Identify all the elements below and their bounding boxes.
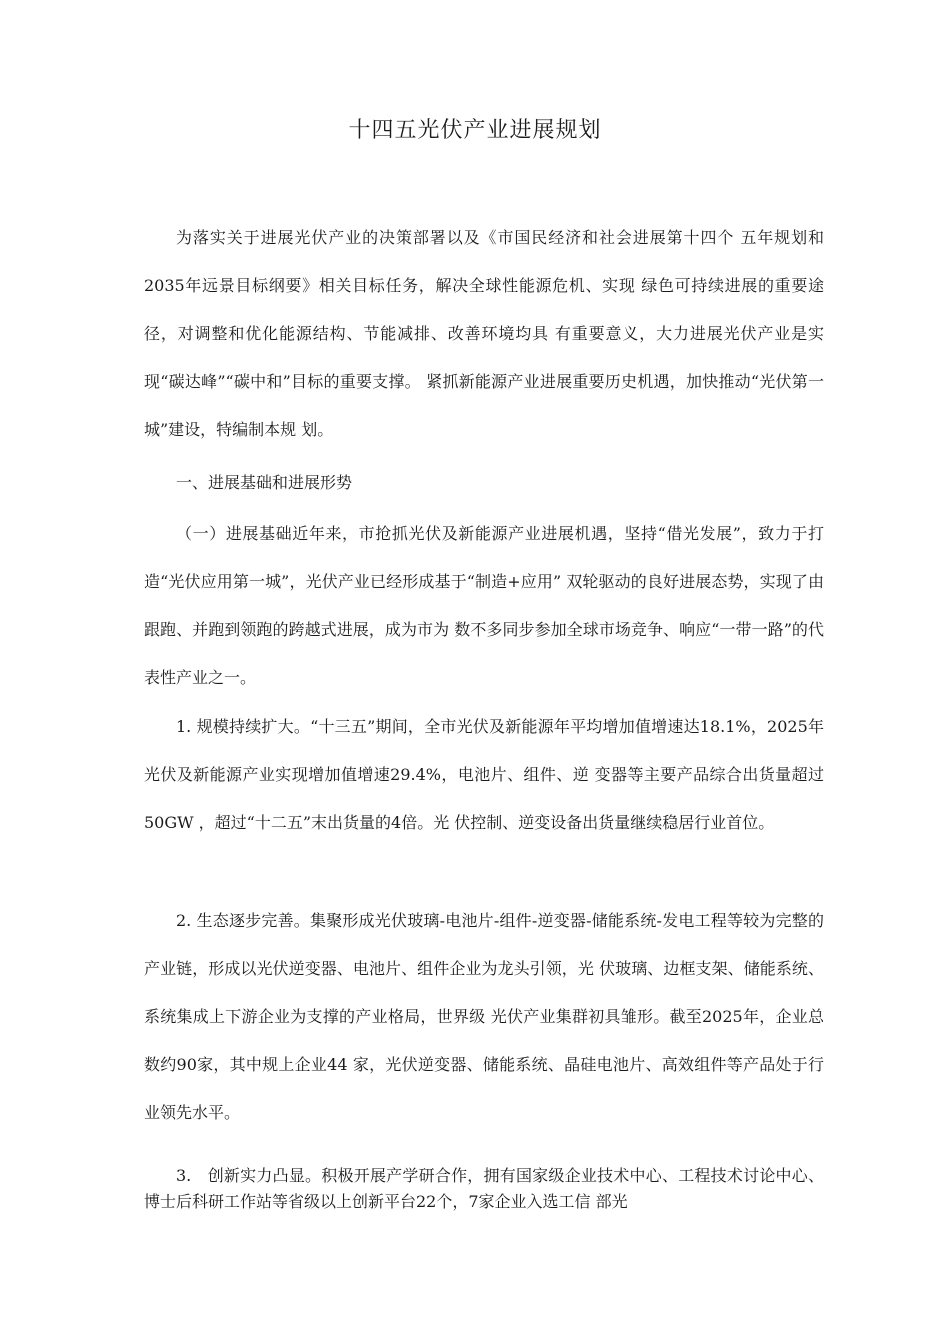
section-heading: 一、进展基础和进展形势 (176, 473, 353, 492)
paragraph-intro: 为落实关于进展光伏产业的决策部署以及《市国民经济和社会进展第十四个 五年规划和2035年远景目标纲要》相关目标任务，解决全球性能源危机、实现 绿色可持续进展的重要途径，对调整和优化能源结构、节能减排、改善环境均具 有重要意义，大力进展光伏产业是实现“碳达峰”“碳中和”目标的重要支撑。 紧抓新能源产业进展重要历史机遇，加快推动“光伏第一城”建设，特编制本规 划。 (144, 228, 824, 439)
paragraph-scale: 1. 规模持续扩大。“十三五”期间，全市光伏及新能源年平均增加值增速达18.1%，2025年光伏及新能源产业实现增加值增速29.4%，电池片、组件、逆 变器等主要产品综合出货量超过50GW ，超过“十二五”末出货量的4倍。光 伏控制、逆变设备出货量继续稳居行业首位。 (144, 717, 824, 832)
document-title: 十四五光伏产业进展规划 (348, 118, 602, 143)
paragraph-ecosystem: 2. 生态逐步完善。集聚形成光伏玻璃-电池片-组件-逆变器-储能系统-发电工程等较为完整的产业链，形成以光伏逆变器、电池片、组件企业为龙头引领，光 伏玻璃、边框支架、储能系统、系统集成上下游企业为支撑的产业格局，世界级 光伏产业集群初具雏形。截至2025年，企业总数约90家，其中规上企业44 家，光伏逆变器、储能系统、晶硅电池片、高效组件等产品处于行业领先水平。 (144, 911, 824, 1122)
paragraph-innovation: 3. 创新实力凸显。积极开展产学研合作，拥有国家级企业技术中心、工程技术讨论中心、博士后科研工作站等省级以上创新平台22个，7家企业入选工信 部光 (144, 1166, 824, 1211)
paragraph-foundation: （一）进展基础近年来，市抢抓光伏及新能源产业进展机遇，坚持“借光发展”，致力于打造“光伏应用第一城”，光伏产业已经形成基于“制造+应用” 双轮驱动的良好进展态势，实现了由跟跑、并跑到领跑的跨越式进展，成为市为 数不多同步参加全球市场竞争、响应“一带一路”的代表性产业之一。 (144, 524, 824, 687)
